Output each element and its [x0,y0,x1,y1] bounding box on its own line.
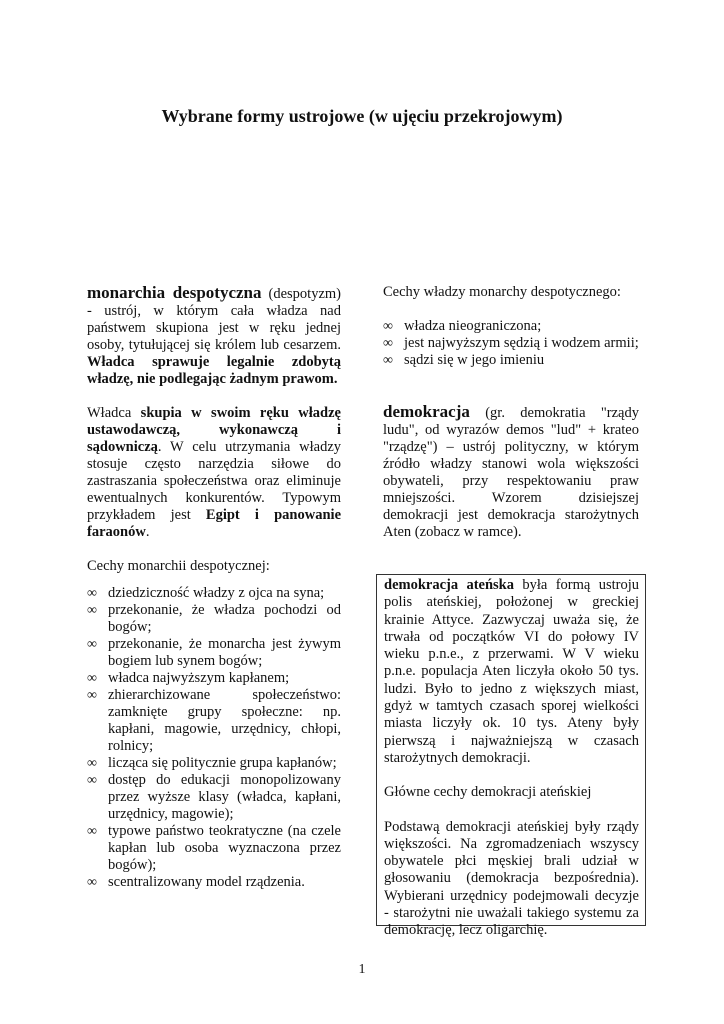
list-item-text: przekonanie, że władza pochodzi od bogów; [108,602,341,635]
infinity-bullet-icon: ∞ [87,688,97,703]
infinity-bullet-icon: ∞ [87,756,97,771]
democracy-definition [383,403,639,541]
monarchy-term: monarchia despotyczna [87,283,262,302]
monarchy-power-paragraph [87,405,341,541]
bold-run: Egipt i panowanie faraonów [87,507,341,540]
list-item-text: jest najwyższym sędzią i wodzem armii; [404,335,639,351]
infinity-bullet-icon: ∞ [87,586,97,601]
page-number: 1 [358,962,366,977]
infinity-bullet-icon: ∞ [87,603,97,618]
democracy-term: demokracja [383,402,470,421]
list-item [87,823,341,874]
athenian-features-text: Podstawą demokracji ateńskiej były rządy większości. Na zgromadzeniach wszyscy obywatele płci męskiej brali udział w głosowaniu (demokracja bezpośrednia). Wybierani urzędnicy podejmowali decyzje - starożytni nie uważali takiego systemu za demokrację, lecz oligarchię. [384,818,639,939]
list-item-text: władza nieograniczona; [404,318,542,334]
list-item-text: władca najwyższym kapłanem; [108,670,290,686]
list-item-text: dostęp do edukacji monopolizowany przez wyższe klasy (władca, kapłani, urzędnicy, magowie); [108,772,341,822]
text-run: Władca [87,405,141,421]
infinity-bullet-icon: ∞ [87,875,97,890]
list-item-text: zhierarchizowane społeczeństwo: zamknięte grupy społeczne: np. kapłani, magowie, urzędnicy, chłopi, rolnicy; [108,687,341,754]
text-run: . [145,524,150,540]
list-item [87,602,341,636]
infinity-bullet-icon: ∞ [383,353,393,368]
list-item [383,352,639,369]
bold-run: skupia w swoim ręku władzę ustawodawczą, wykonawczą i sądowniczą [87,405,341,455]
page-title: Wybrane formy ustrojowe (w ujęciu przekrojowym) [161,106,563,126]
list-item [87,670,341,687]
monarchy-definition [87,284,341,388]
list-item [87,874,341,891]
list-item [383,335,639,352]
right-column [383,284,639,541]
list-item [87,755,341,772]
list-item-text: typowe państwo teokratyczne (na czele kapłan lub osoba wyznaczona przez bogów); [108,823,341,873]
athenian-democracy-intro [384,577,639,767]
text-run: . W celu utrzymania władzy stosuje często narzędzia siłowe do zastraszania społeczeństwa oraz eliminuje ewentualnych konkurentów. Typowym przykładem jest [87,439,341,523]
infinity-bullet-icon: ∞ [87,773,97,788]
list-item-text: sądzi się w jego imieniu [404,352,545,368]
infinity-bullet-icon: ∞ [87,824,97,839]
power-features-heading: Cechy władzy monarchy despotycznego: [383,284,621,300]
list-item-text: licząca się politycznie grupa kapłanów; [108,755,337,771]
list-item [87,636,341,670]
list-item [383,318,639,335]
text-run: była formą ustroju polis ateńskiej, położonej w greckiej krainie Attyce. Zazwyczaj uważa się, że trwała od początków VI do połowy IV wieku p.n.e., z przerwami. W V wieku p.n.e. populacja Aten liczyła około 50 tys. ludzi. Było to jedno z większych miast, gdyż w tamtych czasach sporej wielkości miasta liczyły ok. 10 tys. Ateny były pierwszą i najważniejszą w czasach starożytnych demokracji. [384,577,639,766]
monarchy-definition-text: (despotyzm) - ustrój, w którym cała władza nad państwem skupiona jest w ręku jednej osoby, tytułującej się królem lub cesarzem. [87,286,341,353]
list-item-text: dziedziczność władzy z ojca na syna; [108,585,325,601]
monarchy-definition-bold: Władca sprawuje legalnie zdobytą władzę, nie podlegając żadnym prawom. [87,354,341,387]
monarchy-features-list [87,585,341,891]
infinity-bullet-icon: ∞ [87,671,97,686]
list-item-text: przekonanie, że monarcha jest żywym bogiem lub synem bogów; [108,636,341,669]
infinity-bullet-icon: ∞ [383,336,393,351]
left-column [87,284,341,891]
list-item [87,687,341,755]
democracy-definition-text: (gr. demokratia "rządy ludu", od wyrazów demos "lud" + krateo "rządzę") – ustrój polityczny, w którym źródło władzy stanowi wola większości obywateli, przy respektowaniu praw mniejszości. Wzorem dzisiejszej demokracji jest demokracja starożytnych Aten (zobacz w ramce). [383,405,639,540]
athenian-democracy-box [376,574,646,939]
infinity-bullet-icon: ∞ [87,637,97,652]
list-item-text: scentralizowany model rządzenia. [108,874,305,890]
monarchy-features-heading: Cechy monarchii despotycznej: [87,558,270,574]
athenian-features-heading: Główne cechy demokracji ateńskiej [384,784,592,801]
power-features-list [383,318,639,369]
athenian-democracy-term: demokracja ateńska [384,577,514,593]
infinity-bullet-icon: ∞ [383,319,393,334]
list-item [87,585,341,602]
list-item [87,772,341,823]
